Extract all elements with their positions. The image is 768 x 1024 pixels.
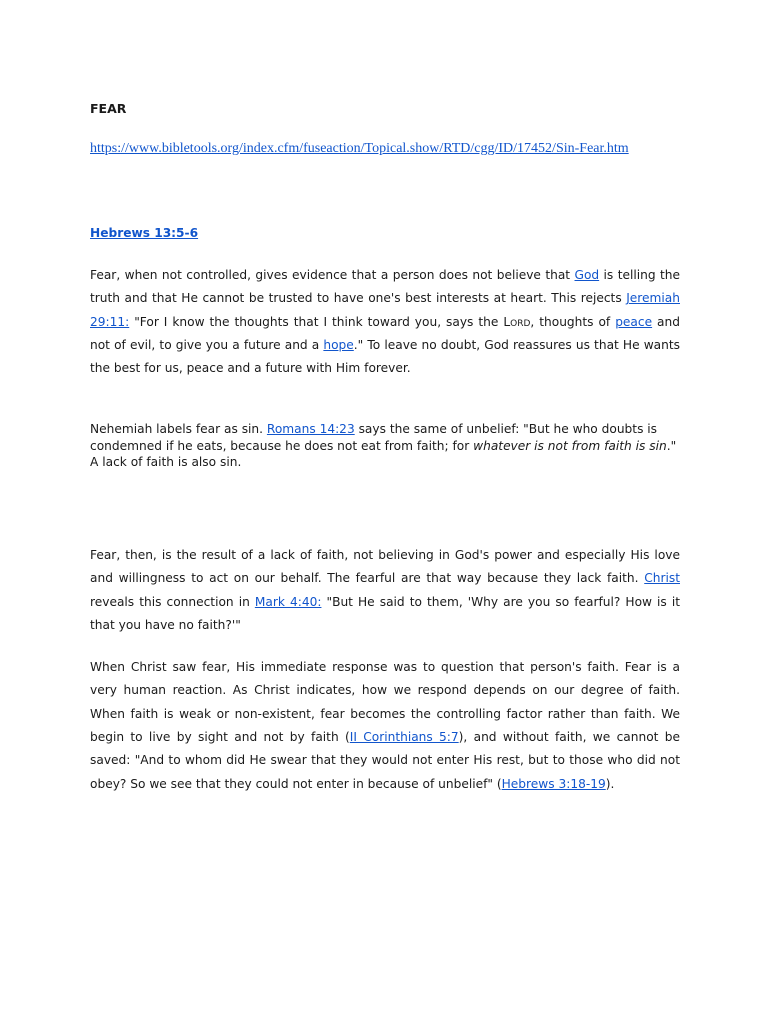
paragraph-text: and not of evil, to give you a future and a [90, 314, 680, 352]
paragraph-text: ." To leave no doubt, God reassures us that He wants the best for us, peace and a future with Him forever. [90, 337, 681, 376]
lord-smallcaps: Lord [503, 314, 531, 329]
link-hebrews-3-18-19[interactable]: Hebrews 3:18-19 [501, 776, 606, 791]
link-god[interactable]: God [574, 268, 600, 282]
document-title: FEAR [90, 101, 127, 116]
paragraph-text: reveals this connection in [90, 594, 255, 609]
paragraph-2 [90, 421, 680, 471]
paragraph-text: ). [605, 776, 615, 791]
paragraph-text: ." A lack of faith is also sin. [90, 438, 677, 470]
link-peace[interactable]: peace [615, 314, 653, 329]
paragraph-1 [90, 264, 680, 380]
italic-text: whatever is not from faith is sin [473, 438, 667, 453]
paragraph-text: , thoughts of [530, 314, 616, 329]
paragraph-3 [90, 544, 680, 637]
paragraph-text: Fear, then, is the result of a lack of faith, not believing in God's power and especially His love and willingness to act on our behalf. The fearful are that way because they lack faith. [90, 547, 680, 586]
paragraph-text: is telling the truth and that He cannot be trusted to have one's best interests at heart. This rejects [90, 268, 680, 306]
section-heading-link[interactable]: Hebrews 13:5-6 [90, 226, 199, 240]
paragraph-text: "For I know the thoughts that I think toward you, says the [129, 314, 504, 329]
source-url-link[interactable]: https://www.bibletools.org/index.cfm/fuseaction/Topical.show/RTD/cgg/ID/17452/Sin-Fear.htm [90, 141, 629, 156]
paragraph-text: When Christ saw fear, His immediate response was to question that person's faith. Fear is a very human reaction. As Christ indicates, how we respond depends on our degree of faith. When faith is weak or non-existent, fear becomes the controlling factor rather than faith. We begin to live by sight and not by faith ( [90, 660, 680, 745]
link-mark-4-40[interactable]: Mark 4:40: [254, 594, 322, 609]
link-romans-14-23[interactable]: Romans 14:23 [266, 422, 355, 437]
link-hope[interactable]: hope [323, 337, 354, 352]
link-2-corinthians-5-7[interactable]: II Corinthians 5:7 [349, 730, 459, 745]
paragraph-text: says the same of unbelief: "But he who doubts is condemned if he eats, because he does not eat from faith; for [90, 422, 658, 453]
document-page [90, 100, 680, 796]
paragraph-text: Fear, when not controlled, gives evidence that a person does not believe that [90, 268, 575, 282]
paragraph-text: Nehemiah labels fear as sin. [90, 422, 267, 437]
paragraph-text: ), and without faith, we cannot be saved: "And to whom did He swear that they would not enter His rest, but to those who did not obey? So we see that they could not enter in because of unbelief" ( [90, 730, 680, 791]
link-jeremiah-29-11[interactable]: Jeremiah 29:11: [90, 291, 680, 329]
paragraph-4 [90, 656, 680, 796]
paragraph-text: "But He said to them, 'Why are you so fearful? How is it that you have no faith?'" [90, 594, 680, 632]
link-christ[interactable]: Christ [644, 571, 680, 586]
